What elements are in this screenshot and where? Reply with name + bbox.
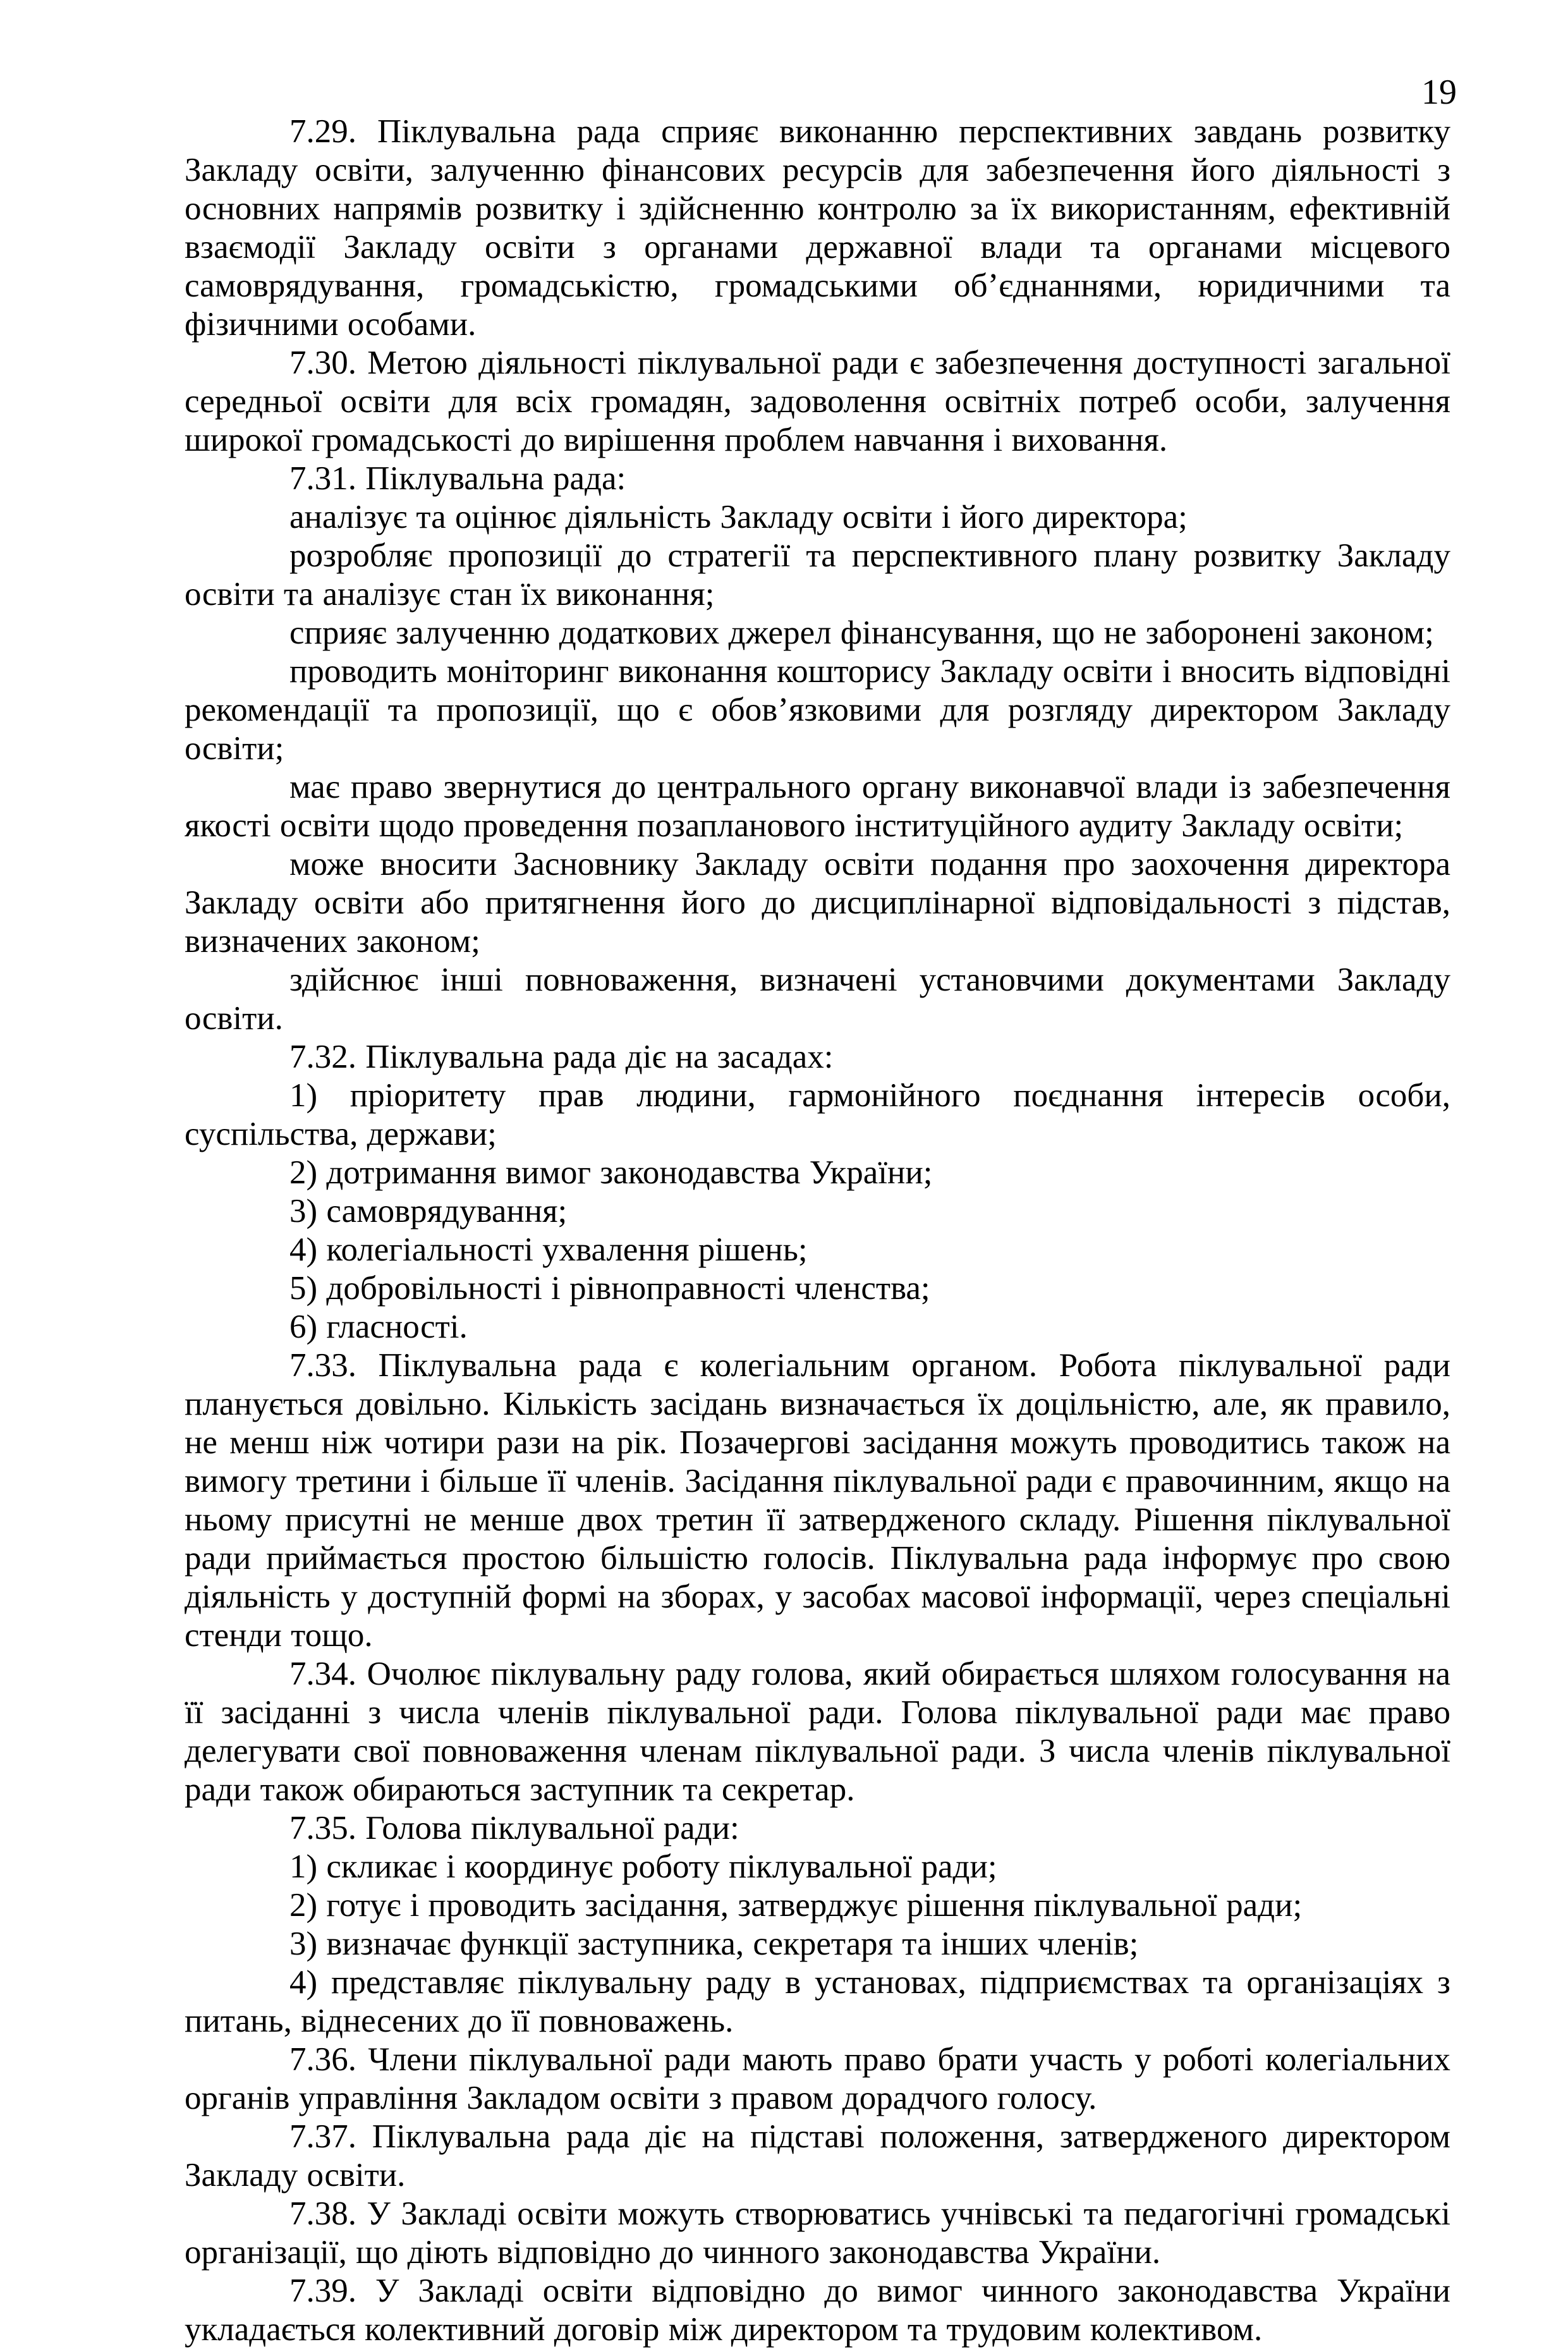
paragraph: 7.30. Метою діяльності піклувальної ради є забезпечення доступності загальної середньої освіти для всіх громадян, задоволення освітніх потреб особи, залучення широкої громадськості до вирішення проблем навчання і виховання. xyxy=(185,345,1450,458)
page-number: 19 xyxy=(1421,73,1457,112)
paragraph: 7.35. Голова піклувальної ради: xyxy=(289,1810,739,1846)
paragraph: 4) представляє піклувальну раду в установах, підприємствах та організаціях з питань, віднесених до її повноважень. xyxy=(185,1964,1450,2039)
paragraph: проводить моніторинг виконання кошторису Закладу освіти і вносить відповідні рекомендації та пропозиції, що є обов’язковими для розгляду директором Закладу освіти; xyxy=(185,653,1450,767)
paragraph: 6) гласності. xyxy=(289,1309,468,1345)
paragraph: розробляє пропозиції до стратегії та перспективного плану розвитку Закладу освіти та аналізує стан їх виконання; xyxy=(185,537,1450,613)
paragraph: 7.32. Піклувальна рада діє на засадах: xyxy=(289,1039,834,1075)
paragraph: 7.39. У Закладі освіти відповідно до вимог чинного законодавства України укладається колективний договір між директором та трудовим колективом. xyxy=(185,2273,1450,2348)
paragraph: 1) скликає і координує роботу піклувальної ради; xyxy=(289,1848,997,1885)
paragraph: 3) визначає функції заступника, секретаря та інших членів; xyxy=(289,1925,1139,1962)
paragraph: 7.38. У Закладі освіти можуть створюватись учнівські та педагогічні громадські організації, що діють відповідно до чинного законодавства України. xyxy=(185,2195,1450,2271)
paragraph: 2) дотримання вимог законодавства України; xyxy=(289,1154,933,1191)
paragraph: 5) добровільності і рівноправності членства; xyxy=(289,1270,930,1307)
paragraph: 7.37. Піклувальна рада діє на підставі положення, затвердженого директором Закладу освіти. xyxy=(185,2118,1450,2193)
paragraph: 7.31. Піклувальна рада: xyxy=(289,460,626,497)
paragraph: 2) готує і проводить засідання, затверджує рішення піклувальної ради; xyxy=(289,1887,1303,1924)
paragraph: може вносити Засновнику Закладу освіти подання про заохочення директора Закладу освіти або притягнення його до дисциплінарної відповідальності з підстав, визначених законом; xyxy=(185,846,1450,960)
paragraph: 7.33. Піклувальна рада є колегіальним органом. Робота піклувальної ради планується довільно. Кількість засідань визначається їх доцільністю, але, як правило, не менш ніж чотири рази на рік. Позачергові засідання можуть проводитись також на вимогу третини і більше її членів. Засідання піклувальної ради є правочинним, якщо на ньому присутні не менше двох третин її затвердженого складу. Рішення піклувальної ради приймається простою більшістю голосів. Піклувальна рада інформує про свою діяльність у доступній формі на зборах, у засобах масової інформації, через спеціальні стенди тощо. xyxy=(185,1347,1450,1654)
paragraph: 7.34. Очолює піклувальну раду голова, який обирається шляхом голосування на її засіданні з числа членів піклувальної ради. Голова піклувальної ради має право делегувати свої повноваження членам піклувальної ради. З числа членів піклувальної ради також обираються заступник та секретар. xyxy=(185,1656,1450,1808)
paragraph: 7.29. Піклувальна рада сприяє виконанню перспективних завдань розвитку Закладу освіти, залученню фінансових ресурсів для забезпечення його діяльності з основних напрямів розвитку і здійсненню контролю за їх використанням, ефективній взаємодії Закладу освіти з органами державної влади та органами місцевого самоврядування, громадськістю, громадськими об’єднаннями, юридичними та фізичними особами. xyxy=(185,113,1450,343)
paragraph: 3) самоврядування; xyxy=(289,1193,568,1229)
paragraph: 4) колегіальності ухвалення рішень; xyxy=(289,1231,808,1268)
paragraph: 7.36. Члени піклувальної ради мають право брати участь у роботі колегіальних органів управління Закладом освіти з правом дорадчого голосу. xyxy=(185,2041,1450,2116)
paragraph: має право звернутися до центрального органу виконавчої влади із забезпечення якості освіти щодо проведення позапланового інституційного аудиту Закладу освіти; xyxy=(185,769,1450,844)
paragraph: сприяє залученню додаткових джерел фінансування, що не заборонені законом; xyxy=(289,614,1434,651)
paragraph: аналізує та оцінює діяльність Закладу освіти і його директора; xyxy=(289,499,1188,535)
document-body xyxy=(185,113,1450,2349)
paragraph: 1) пріоритету прав людини, гармонійного поєднання інтересів особи, суспільства, держави; xyxy=(185,1077,1450,1152)
paragraph: здійснює інші повноваження, визначені установчими документами Закладу освіти. xyxy=(185,961,1450,1037)
